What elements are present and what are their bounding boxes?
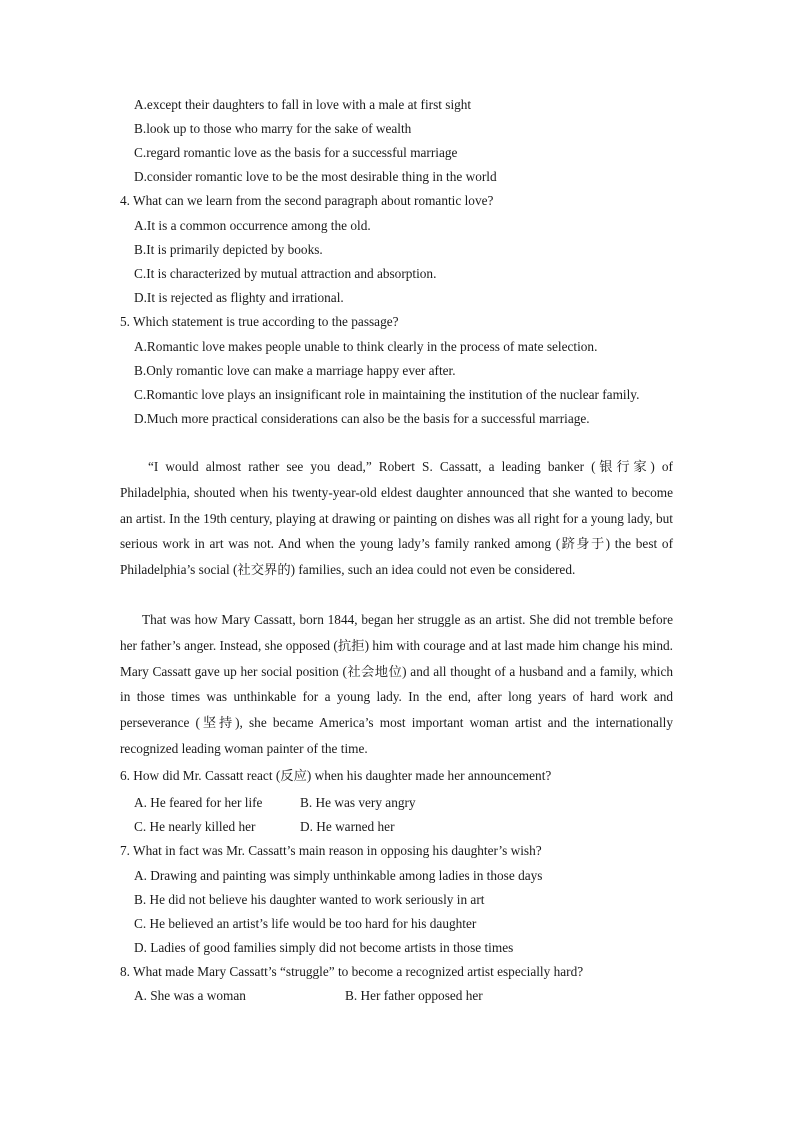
- question-6-stem: 6. How did Mr. Cassatt react (反应) when his daughter made her announcement?: [120, 768, 552, 783]
- q5-option-d: D.Much more practical considerations can also be the basis for a successful marriage.: [134, 411, 590, 426]
- q4-option-b: B.It is primarily depicted by books.: [134, 242, 323, 257]
- prev-option-b: B.look up to those who marry for the sake of wealth: [134, 121, 412, 136]
- q7-option-b: B. He did not believe his daughter wanted to work seriously in art: [134, 892, 485, 907]
- q6-option-d: D. He warned her: [300, 819, 395, 834]
- q5-option-b: B.Only romantic love can make a marriage happy ever after.: [134, 363, 456, 378]
- question-4-stem: 4. What can we learn from the second paragraph about romantic love?: [120, 193, 494, 208]
- q7-option-c: C. He believed an artist’s life would be too hard for his daughter: [134, 916, 477, 931]
- q5-option-c: C.Romantic love plays an insignificant role in maintaining the institution of the nuclear family.: [134, 387, 640, 402]
- q6-option-c: C. He nearly killed her: [134, 819, 256, 834]
- prev-option-a: A.except their daughters to fall in love with a male at first sight: [134, 97, 472, 112]
- prev-option-c: C.regard romantic love as the basis for a successful marriage: [134, 145, 458, 160]
- question-8-stem: 8. What made Mary Cassatt’s “struggle” to become a recognized artist especially hard?: [120, 964, 584, 979]
- question-7-stem: 7. What in fact was Mr. Cassatt’s main reason in opposing his daughter’s wish?: [120, 843, 542, 858]
- q4-option-c: C.It is characterized by mutual attraction and absorption.: [134, 266, 437, 281]
- question-5-stem: 5. Which statement is true according to the passage?: [120, 314, 399, 329]
- passage-paragraph-2: That was how Mary Cassatt, born 1844, began her struggle as an artist. She did not tremble before her father’s anger. Instead, she opposed (抗拒) him with courage and at last made him change his mind. Mary Cassatt gave up her social position (社会地位) and all thought of a husband and a family, which in those times was unthinkable for a young lady. In the end, after long years of hard work and perseverance (坚持), she became America’s most important woman artist and the internationally recognized leading woman painter of the time.: [120, 612, 673, 756]
- q6-option-a: A. He feared for her life: [134, 795, 263, 810]
- q4-option-a: A.It is a common occurrence among the old.: [134, 218, 371, 233]
- q5-option-a: A.Romantic love makes people unable to think clearly in the process of mate selection.: [134, 339, 598, 354]
- prev-option-d: D.consider romantic love to be the most desirable thing in the world: [134, 169, 497, 184]
- q8-option-b: B. Her father opposed her: [345, 988, 483, 1003]
- q7-option-d: D. Ladies of good families simply did not become artists in those times: [134, 940, 514, 955]
- q6-option-b: B. He was very angry: [300, 795, 416, 810]
- q8-option-a: A. She was a woman: [134, 988, 246, 1003]
- passage-paragraph-1: “I would almost rather see you dead,” Robert S. Cassatt, a leading banker (银行家) of Philadelphia, shouted when his twenty-year-old eldest daughter announced that she wanted to become an artist. In the 19th century, playing at drawing or painting on dishes was all right for a young lady, but serious work in art was not. And when the young lady’s family ranked among (跻身于) the best of Philadelphia’s social (社交界的) families, such an idea could not even be considered.: [120, 459, 673, 578]
- q4-option-d: D.It is rejected as flighty and irrational.: [134, 290, 344, 305]
- q7-option-a: A. Drawing and painting was simply unthinkable among ladies in those days: [134, 868, 543, 883]
